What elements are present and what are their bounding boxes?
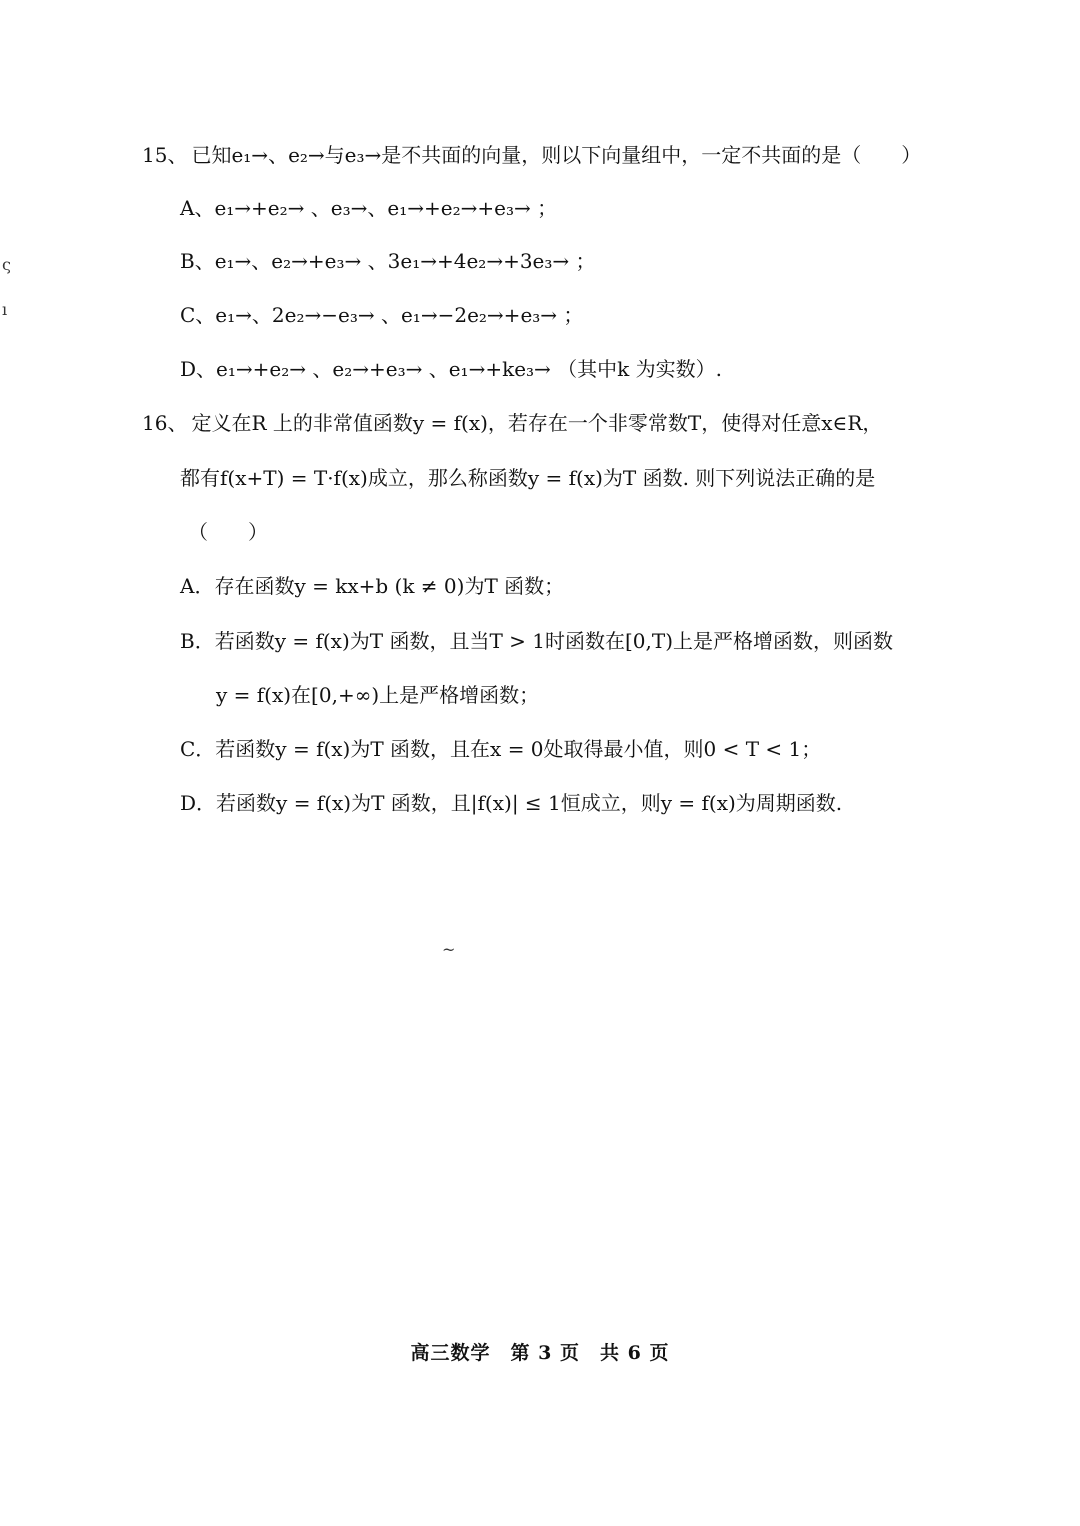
question-15-option-c: C、e₁→、2e₂→−e₃→ 、e₁→−2e₂→+e₃→ ； [180,303,584,327]
scan-mark-2: ı [2,300,8,319]
question-16-stem-line2: 都有f(x+T) = T·f(x)成立，那么称函数y = f(x)为T 函数. 则下列说法正确的是 [180,466,876,490]
scan-mark-1: ς [2,255,11,274]
question-16-option-c: C．若函数y = f(x)为T 函数，且在x = 0处取得最小值，则0 < T < 1； [180,737,822,761]
question-15-number: 15、 [142,143,188,167]
question-16-option-a: A．存在函数y = kx+b (k ≠ 0)为T 函数； [180,574,565,598]
scan-mark-3: ~ [442,940,456,959]
question-15-option-b: B、e₁→、e₂→+e₃→ 、3e₁→+4e₂→+3e₃→ ； [180,249,596,273]
question-15-text: 已知e₁→、e₂→与e₃→是不共面的向量，则以下向量组中，一定不共面的是（ ） [191,143,922,167]
question-16-option-b-line2: y = f(x)在[0,+∞)上是严格增函数； [216,683,540,707]
question-16-answer-bracket: （ ） [188,520,268,544]
question-15-stem [142,140,921,170]
question-16-stem-line1 [142,408,882,438]
question-15-option-d: D、e₁→+e₂→ 、e₂→+e₃→ 、e₁→+ke₃→ （其中k 为实数）. [180,357,723,381]
question-15-option-a: A、e₁→+e₂→ 、e₃→、e₁→+e₂→+e₃→ ； [180,196,558,220]
question-16-number: 16、 [142,411,188,435]
question-16-option-b-line1: B．若函数y = f(x)为T 函数，且当T > 1时函数在[0,T)上是严格增函数，则函数 [180,629,894,653]
question-16-option-d: D．若函数y = f(x)为T 函数，且|f(x)| ≤ 1恒成立，则y = f(x)为周期函数. [180,791,843,815]
question-16-text-line1: 定义在R 上的非常值函数y = f(x)，若存在一个非零常数T，使得对任意x∈R， [191,411,883,435]
page-footer: 高三数学 第 3 页 共 6 页 [410,1342,670,1364]
